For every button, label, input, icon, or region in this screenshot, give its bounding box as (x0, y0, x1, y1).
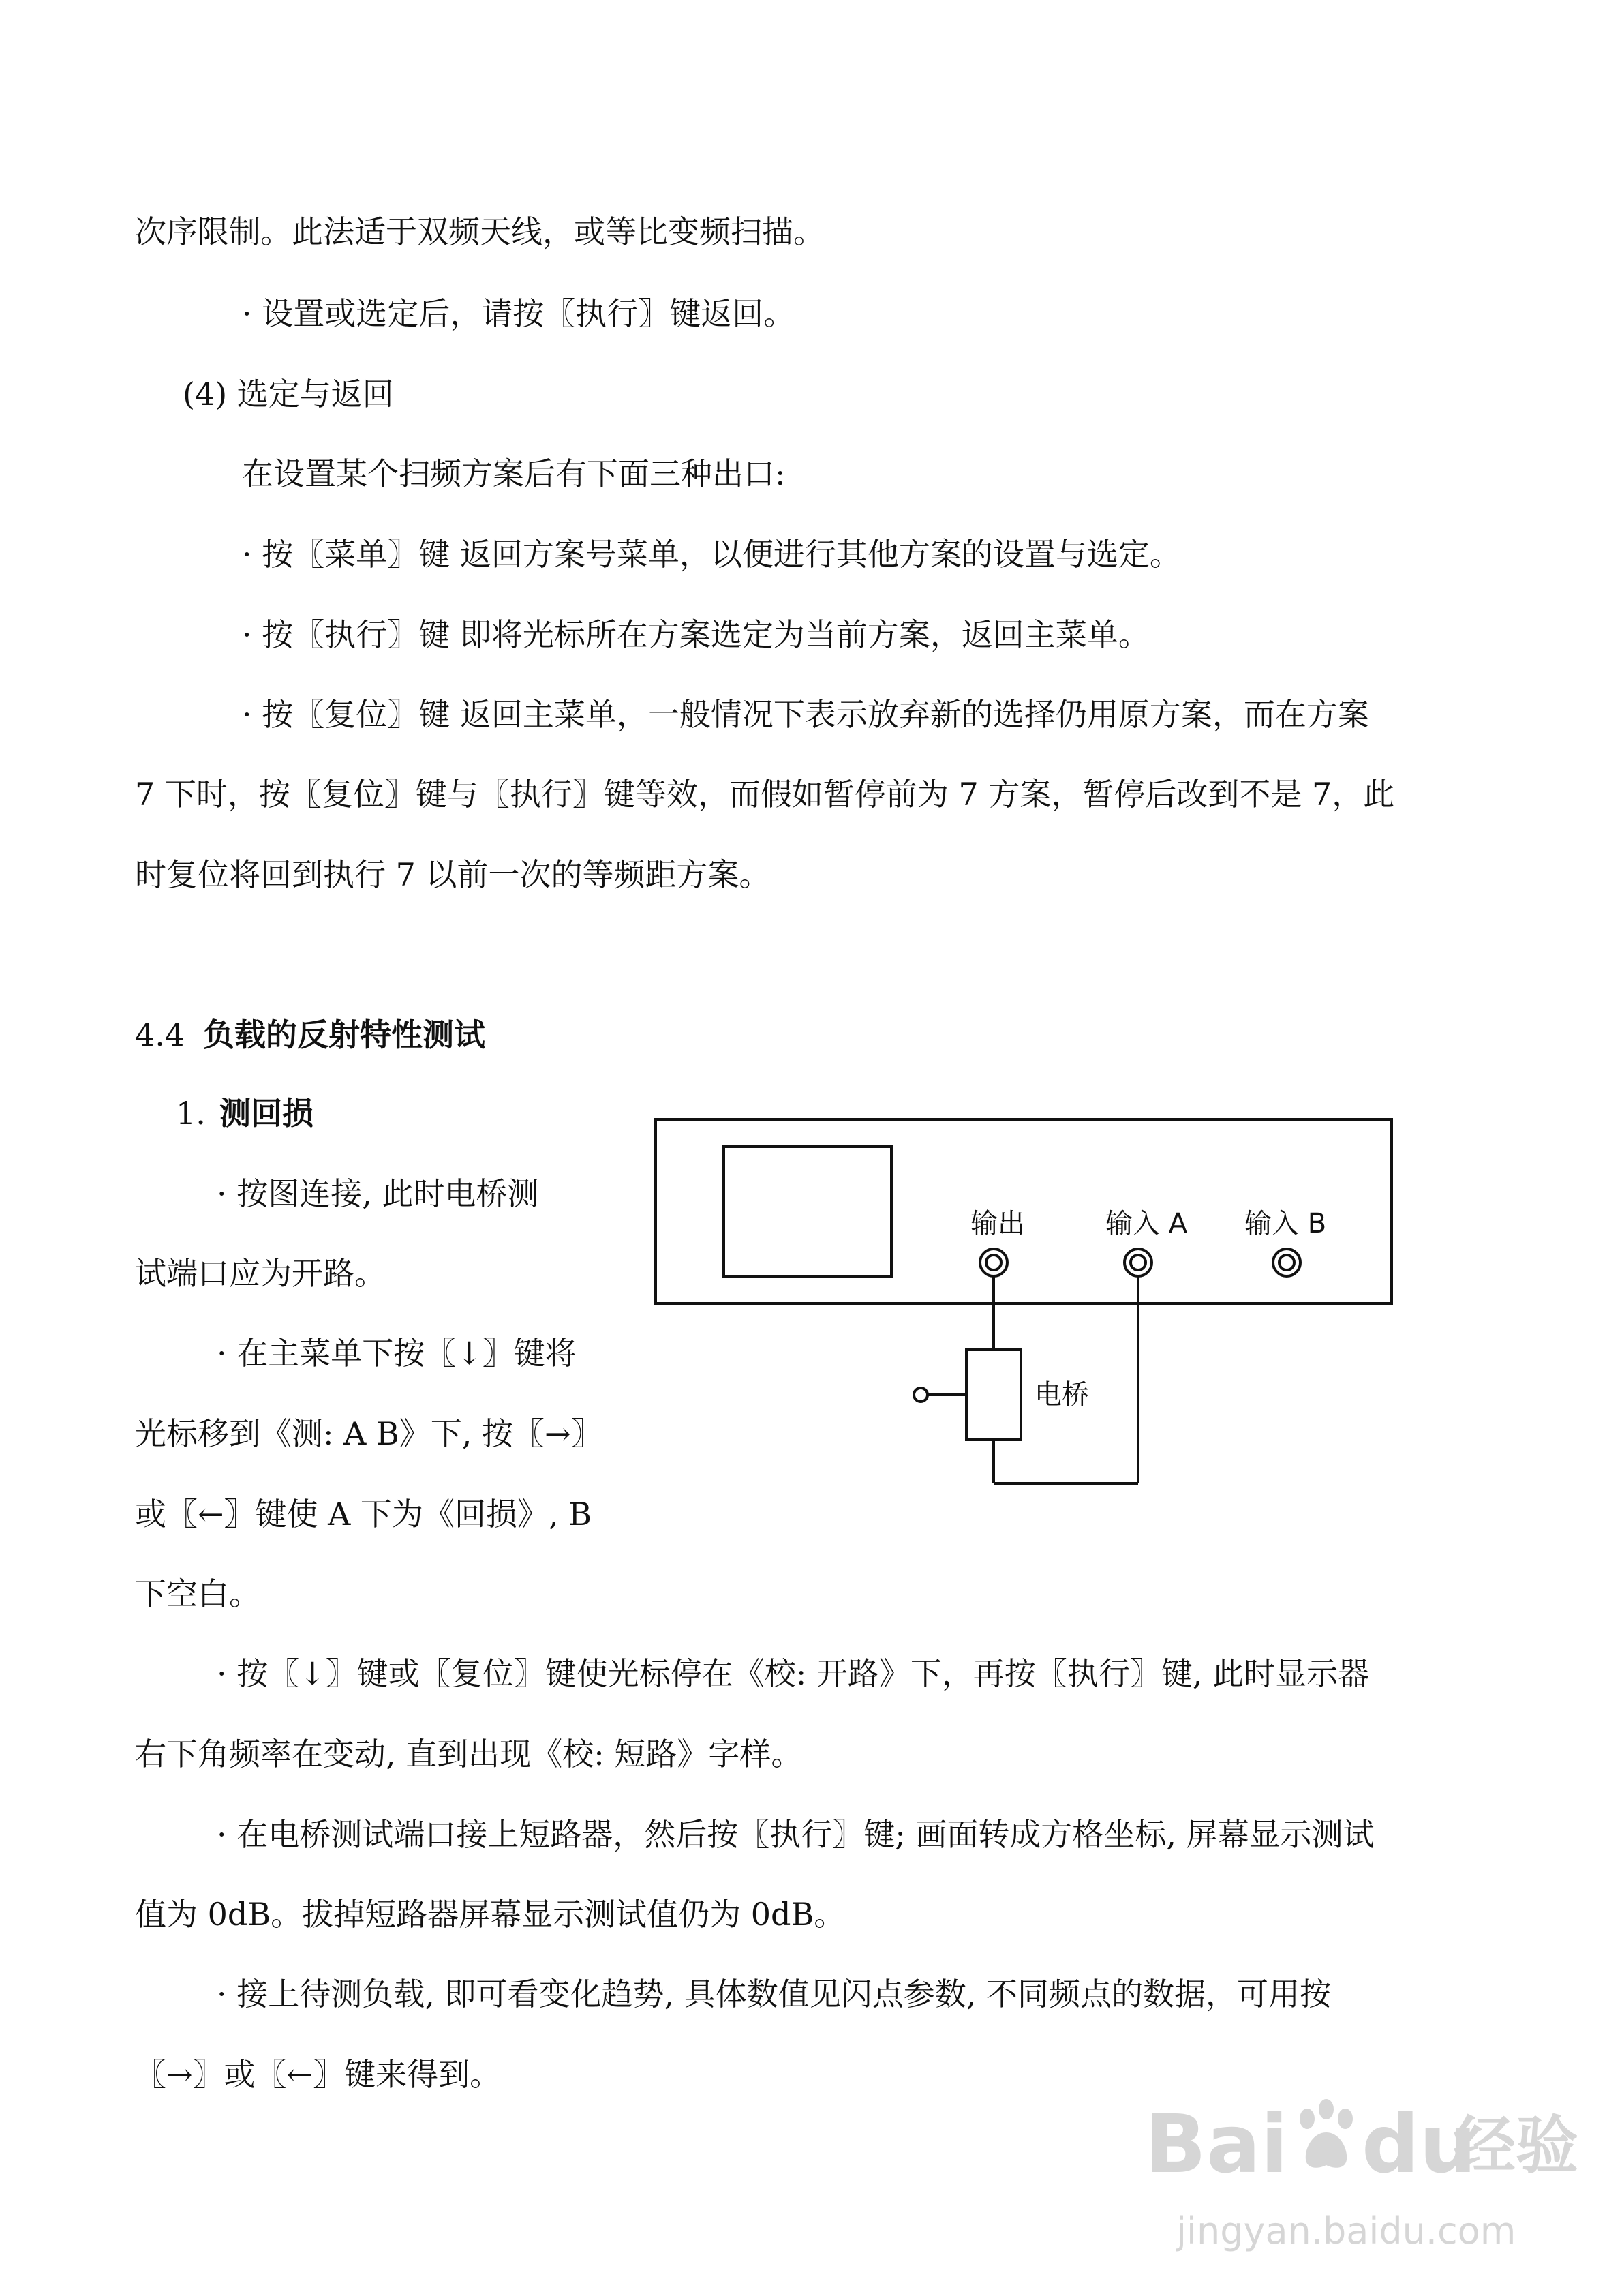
paragraph-line: · 按图连接, 此时电桥测 (217, 1175, 539, 1212)
section-number: 4.4 (135, 1016, 185, 1053)
label-input-a: 输入 A (1105, 1208, 1188, 1239)
paw-icon (1294, 2098, 1359, 2173)
paragraph-line: · 在电桥测试端口接上短路器，然后按〖执行〗键; 画面转成方格坐标, 屏幕显示测试 (217, 1816, 1375, 1853)
subsection-title: 测回损 (219, 1095, 313, 1132)
paragraph-line: 在设置某个扫频方案后有下面三种出口: (242, 455, 786, 492)
watermark-url: jingyan.baidu.com (1176, 2209, 1516, 2252)
paragraph-line: · 在主菜单下按〖↓〗键将 (217, 1335, 577, 1372)
watermark-brand: Bai (1145, 2097, 1289, 2191)
bridge-box (966, 1350, 1021, 1440)
baidu-watermark (1145, 2086, 1579, 2277)
instrument-screen (724, 1147, 891, 1276)
label-bridge: 电桥 (1035, 1379, 1089, 1410)
paragraph-line: 下空白。 (135, 1575, 260, 1612)
paragraph-line: 或〖←〗键使 A 下为《回损》, B (135, 1496, 592, 1532)
paragraph-line: · 按〖↓〗键或〖复位〗键使光标停在《校: 开路》下，再按〖执行〗键, 此时显示器 (217, 1655, 1370, 1692)
paragraph-line: 试端口应为开路。 (135, 1255, 386, 1292)
connector-input-b (1273, 1249, 1300, 1276)
paragraph-line: · 按〖执行〗键 即将光标所在方案选定为当前方案，返回主菜单。 (242, 616, 1150, 653)
paragraph-line: · 接上待测负载, 即可看变化趋势, 具体数值见闪点参数, 不同频点的数据，可用按 (217, 1976, 1331, 2012)
connector-output (980, 1249, 1007, 1276)
watermark-brand-suffix: du (1362, 2097, 1477, 2191)
subsection-heading: (4) 选定与返回 (183, 376, 394, 412)
connector-input-a (1124, 1249, 1152, 1276)
label-output: 输出 (970, 1208, 1025, 1239)
paragraph-line: 右下角频率在变动, 直到出现《校: 短路》字样。 (135, 1736, 803, 1772)
paragraph-line: 光标移到《测: A B》下, 按〖→〗 (135, 1415, 602, 1452)
connection-diagram (641, 1104, 1411, 1500)
paragraph-line: · 按〖复位〗键 返回主菜单，一般情况下表示放弃新的选择仍用原方案，而在方案 (242, 696, 1369, 733)
test-port-terminal (914, 1388, 928, 1402)
section-title: 负载的反射特性测试 (203, 1016, 485, 1053)
watermark-service: 经验 (1453, 2109, 1579, 2182)
diagram-drawing (641, 1104, 1411, 1500)
paragraph-line: 〖→〗或〖←〗键来得到。 (135, 2056, 502, 2093)
paragraph-line: 次序限制。此法适于双频天线，或等比变频扫描。 (135, 213, 825, 250)
paragraph-line: 时复位将回到执行 7 以前一次的等频距方案。 (135, 856, 771, 893)
paragraph-line: · 设置或选定后，请按〖执行〗键返回。 (242, 295, 795, 332)
paragraph-line: 7 下时，按〖复位〗键与〖执行〗键等效，而假如暂停前为 7 方案，暂停后改到不是 7，此 (135, 776, 1395, 813)
label-input-b: 输入 B (1244, 1208, 1327, 1239)
paragraph-line: 值为 0dB。拔掉短路器屏幕显示测试值仍为 0dB。 (135, 1896, 846, 1933)
paragraph-line: · 按〖菜单〗键 返回方案号菜单，以便进行其他方案的设置与选定。 (242, 536, 1181, 573)
subsection-number: 1. (176, 1095, 206, 1132)
